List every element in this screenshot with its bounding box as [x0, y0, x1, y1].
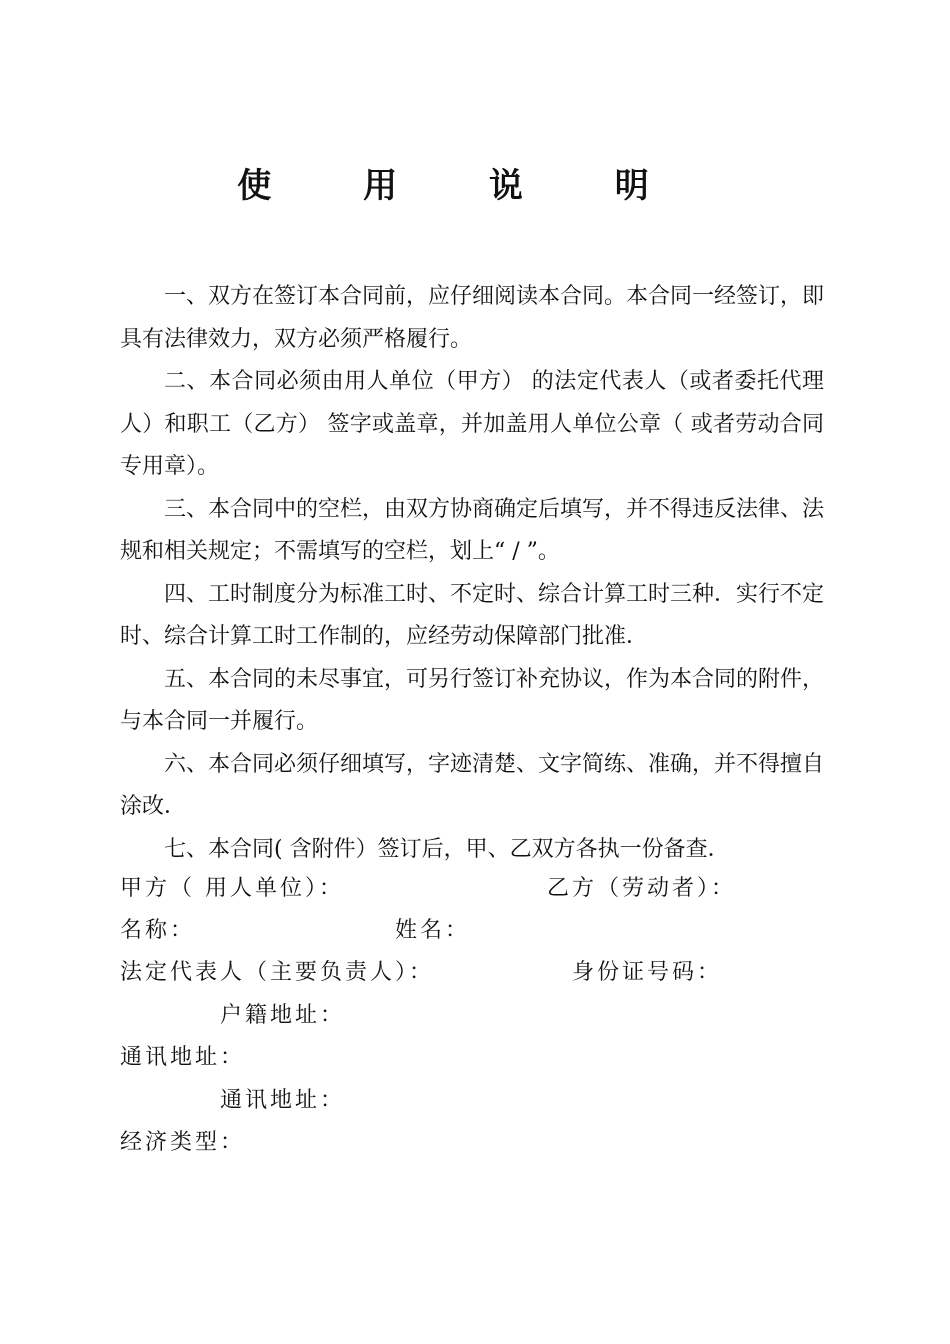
page-title: 使 用 说 明 [237, 166, 689, 206]
party-b-label: 乙方（劳动者）： [547, 876, 737, 901]
paragraph-3: 三、本合同中的空栏，由双方协商确定后填写，并不得违反法律、法规和相关规定；不需填写的空栏，划上“ / ”。 [120, 496, 825, 564]
name-label: 名称： [120, 918, 196, 943]
paragraph-2: 二、本合同必须由用人单位（甲方） 的法定代表人（或者委托代理人）和职工（乙方） 签字或盖章，并加盖用人单位公章（ 或者劳动合同专用章）。 [120, 369, 824, 479]
legal-representative-label: 法定代表人（主要负责人）： [120, 960, 435, 985]
paragraph-6: 六、本合同必须仔细填写，字迹清楚、文字简练、准确，并不得擅自涂改． [120, 751, 825, 819]
id-number-label: 身份证号码： [572, 960, 723, 985]
party-a-label: 甲方（ 用人单位）： [120, 876, 344, 901]
paragraph-5: 五、本合同的未尽事宜，可另行签订补充协议，作为本合同的附件，与本合同一并履行。 [120, 666, 825, 734]
instructions-body [120, 276, 824, 871]
party-b-address-label: 通讯地址： [220, 1088, 346, 1113]
household-address-label: 户籍地址： [220, 1003, 346, 1028]
paragraph-1: 一、双方在签订本合同前，应仔细阅读本合同。本合同一经签订，即具有法律效力，双方必须严格履行。 [120, 284, 825, 352]
paragraph-4: 四、工时制度分为标准工时、不定时、综合计算工时三种．实行不定时、综合计算工时工作制的，应经劳动保障部门批准． [120, 581, 825, 649]
party-a-address-label: 通讯地址： [120, 1045, 246, 1070]
paragraph-7: 七、本合同( 含附件）签订后，甲、乙双方各执一份备查． [164, 836, 730, 862]
economy-type-label: 经济类型： [120, 1130, 246, 1155]
person-name-label: 姓名： [395, 918, 471, 943]
